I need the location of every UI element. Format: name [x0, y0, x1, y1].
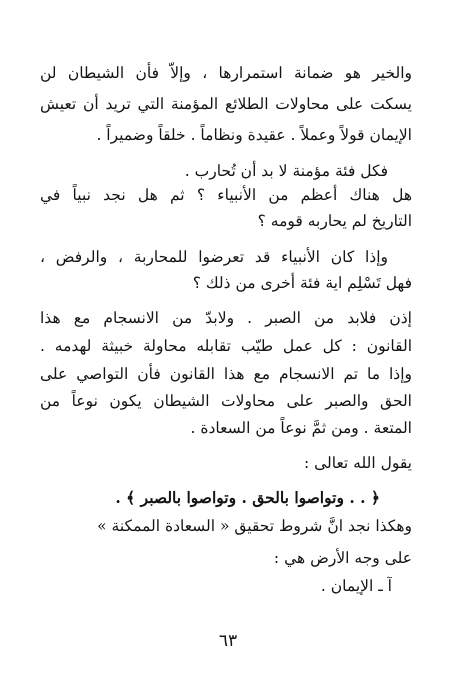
text-line: على وجه الأرض هي : — [273, 549, 412, 567]
text-line: وإذا ما تم الانسجام مع هذا القانون فأن التواصي على — [40, 365, 412, 383]
text-line: التاريخ لم يحاربه قومه ؟ — [257, 212, 412, 230]
text-line: يسكت على محاولات الطلائع المؤمنة التي تريد أن تعيش — [40, 95, 412, 113]
text-line: يقول الله تعالى : — [303, 454, 412, 472]
page-number: ٦٣ — [218, 631, 238, 651]
text-line: وهكذا نجد انَّ شروط تحقيق « السعادة الممكنة » — [97, 517, 412, 535]
text-line: والخير هو ضمانة استمرارها ، وإلاّ فأن الشيطان لن — [40, 64, 412, 82]
text-line: المتعة . ومن ثمَّ نوعاً من السعادة . — [190, 419, 412, 437]
text-line: فكل فئة مؤمنة لا بد أن تُحارب . — [184, 162, 388, 180]
text-line: القانون : كل عمل طيّب تقابله محاولة خبيثة لهدمه . — [40, 337, 412, 355]
text-line: الحق والصبر على محاولات الشيطان يكون نوعاً من — [40, 392, 412, 410]
quran-verse: ﴿ . . وتواصوا بالحق . وتواصوا بالصبر ﴾ . — [115, 488, 380, 507]
text-line: فهل تَسْلِم اية فئة أخرى من ذلك ؟ — [192, 274, 412, 292]
text-line: إذن فلابد من الصبر . ولابدّ من الانسجام مع هذا — [40, 309, 412, 327]
text-line: هل هناك أعظم من الأنبياء ؟ ثم هل نجد نبياً في — [40, 186, 412, 204]
text-line: آ ـ الإيمان . — [320, 577, 392, 595]
text-line: الإيمان قولاً وعملاً . عقيدة ونظاماً . خلقاً وضميراً . — [96, 126, 412, 144]
text-line: وإذا كان الأنبياء قد تعرضوا للمحاربة ، والرفض ، — [40, 248, 388, 266]
